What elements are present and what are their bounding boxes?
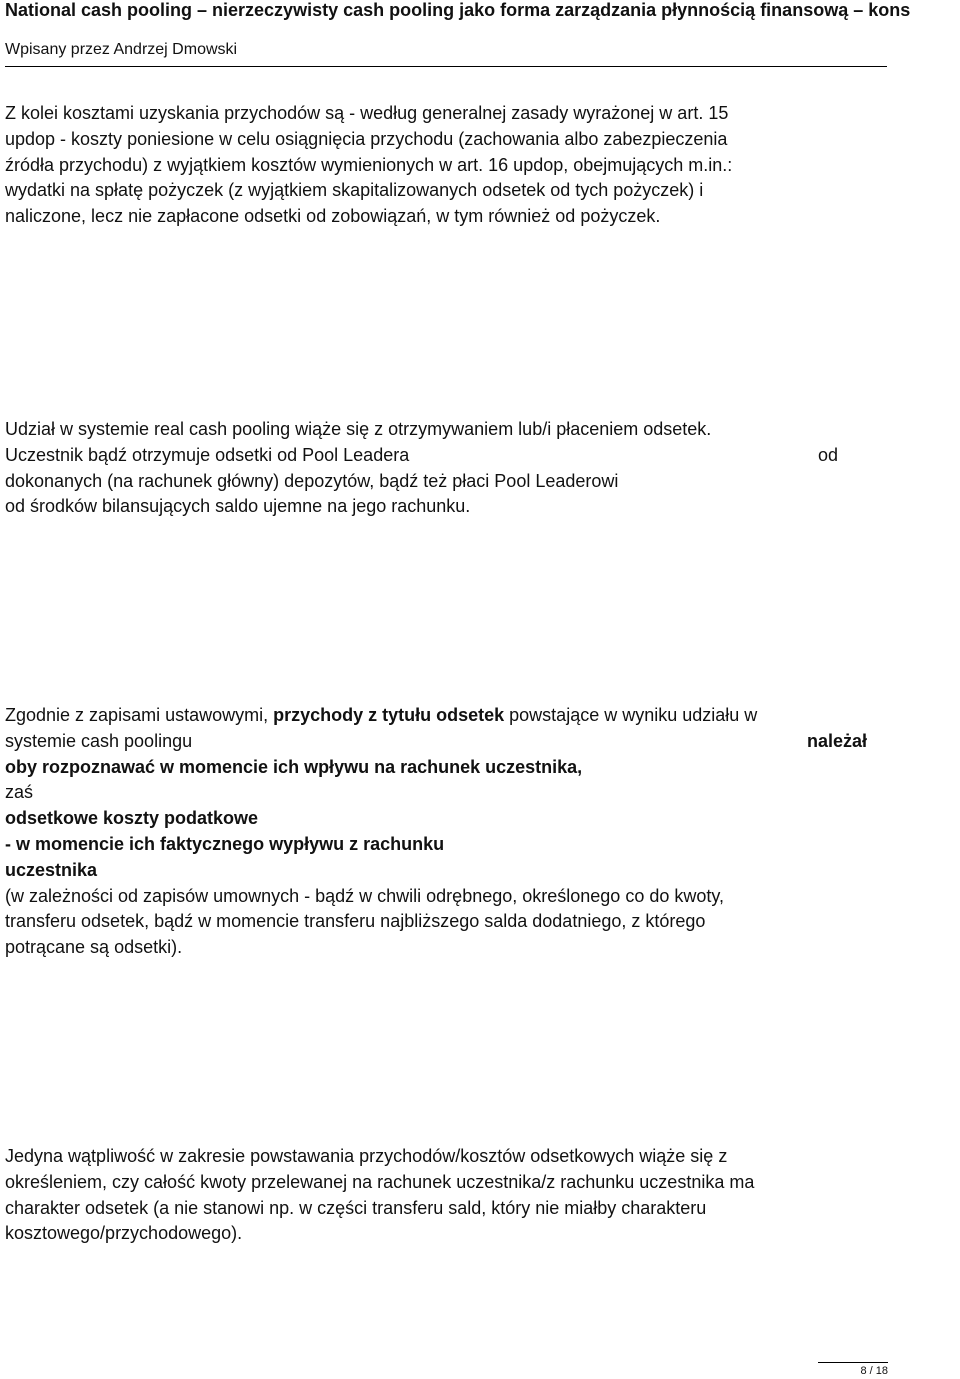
paragraph-real-cash-pooling (5, 417, 885, 520)
text-line-bold: oby rozpoznawać w momencie ich wpływu na rachunek uczestnika, (5, 756, 583, 777)
paragraph-watpliwosc (5, 1144, 885, 1247)
page-number: 8 / 18 (860, 1365, 888, 1377)
text-line: potrącane są odsetki). (5, 937, 183, 958)
text-line-bold: odsetkowe koszty podatkowe (5, 808, 259, 829)
text-normal: Zgodnie z zapisami ustawowymi, (5, 705, 274, 725)
footer-divider (818, 1362, 888, 1363)
text-line-left: systemie cash poolingu (5, 730, 193, 751)
text-line-split (5, 443, 838, 469)
text-line-split (5, 729, 867, 755)
text-line-right-bold: należał (806, 730, 867, 751)
text-line: (w zależności od zapisów umownych - bądź w chwili odrębnego, określonego co do kwoty, (5, 885, 725, 906)
text-line-bold: uczestnika (5, 859, 98, 880)
text-line: zaś (5, 782, 34, 803)
text-line: Udział w systemie real cash pooling wiąże się z otrzymywaniem lub/i płaceniem odsetek. (5, 419, 712, 439)
text-normal: powstające w wyniku udziału w (504, 705, 758, 725)
paragraph-koszty-uzyskania (5, 101, 885, 230)
header-divider (5, 66, 887, 67)
text-line: określeniem, czy całość kwoty przelewanej na rachunek uczestnika/z rachunku uczestnika ma (5, 1171, 755, 1192)
text-line: dokonanych (na rachunek główny) depozytów, bądź też płaci Pool Leaderowi (5, 470, 619, 491)
document-author: Wpisany przez Andrzej Dmowski (5, 41, 238, 58)
text-line-right: od (817, 444, 838, 465)
text-line: Jedyna wątpliwość w zakresie powstawania przychodów/kosztów odsetkowych wiąże się z (5, 1146, 728, 1166)
text-line: wydatki na spłatę pożyczek (z wyjątkiem skapitalizowanych odsetek od tych pożyczek) i (5, 180, 704, 201)
text-line: updop - koszty poniesione w celu osiągnięcia przychodu (zachowania albo zabezpieczenia (5, 128, 728, 149)
text-line-left: Uczestnik bądź otrzymuje odsetki od Pool Leadera (5, 444, 410, 465)
text-line: transferu odsetek, bądź w momencie transferu najbliższego salda dodatniego, z którego (5, 911, 706, 932)
text-line: kosztowego/przychodowego). (5, 1223, 243, 1244)
text-bold: przychody z tytułu odsetek (273, 705, 505, 725)
document-header-title: National cash pooling – nierzeczywisty cash pooling jako forma zarządzania płynnością finansową – kons (5, 0, 911, 20)
text-line: Z kolei kosztami uzyskania przychodów są - według generalnej zasady wyrażonej w art. 15 (5, 103, 729, 123)
text-line: źródła przychodu) z wyjątkiem kosztów wymienionych w art. 16 updop, obejmujących m.in.: (5, 154, 733, 175)
text-line (5, 703, 885, 729)
text-line: naliczone, lecz nie zapłacone odsetki od zobowiązań, w tym również od pożyczek. (5, 206, 661, 227)
text-line-bold: - w momencie ich faktycznego wypływu z rachunku (5, 833, 445, 854)
paragraph-przychody-odsetki (5, 703, 885, 961)
text-line: charakter odsetek (a nie stanowi np. w części transferu sald, który nie miałby charakteru (5, 1197, 707, 1218)
text-line: od środków bilansujących saldo ujemne na jego rachunku. (5, 496, 471, 517)
